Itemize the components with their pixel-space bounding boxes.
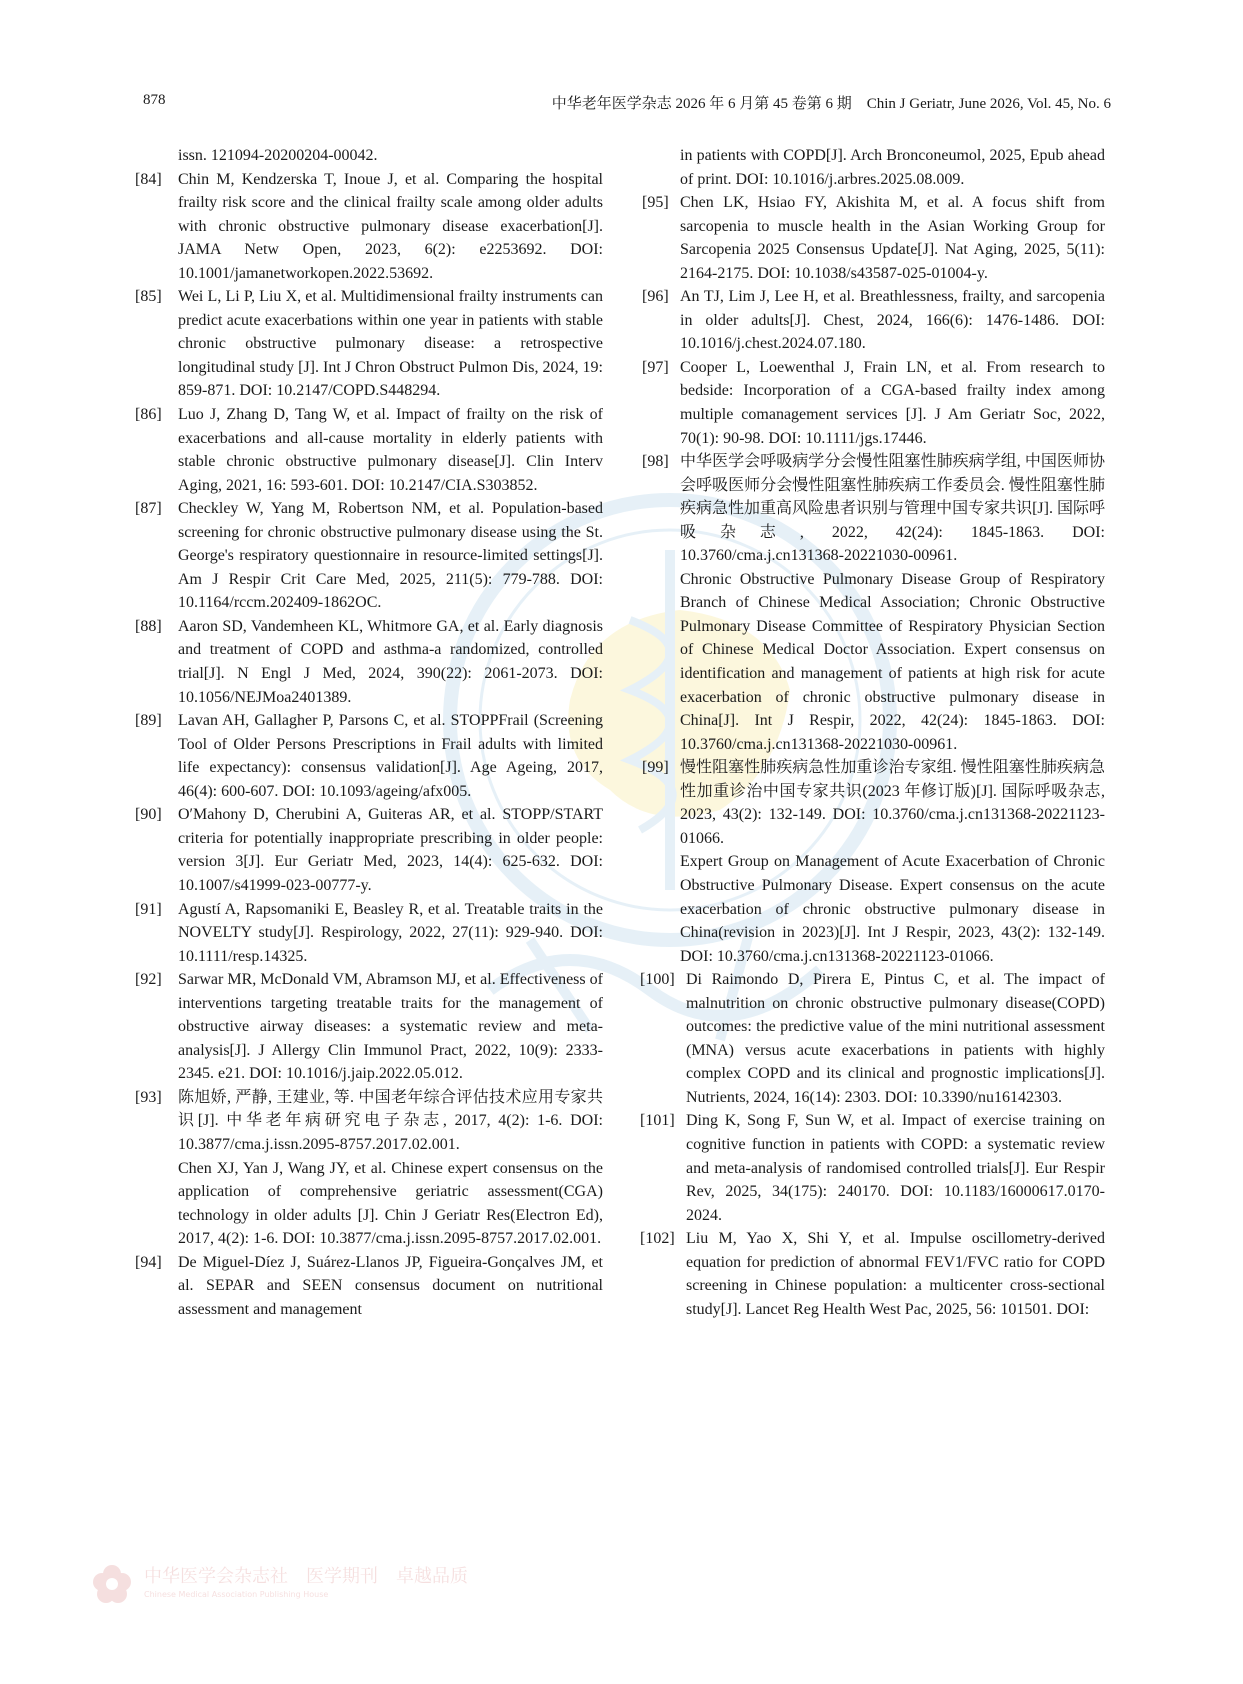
running-header <box>143 92 1111 116</box>
reference-number: [85] <box>135 288 162 306</box>
reference-number: [96] <box>642 288 669 306</box>
reference-translation: Chen XJ, Yan J, Wang JY, et al. Chinese expert consensus on the application of comprehensive geriatric assessment(CGA) technology in older adults [J]. Chin J Geriatr Res(Electron Ed), 2017, 4(2): 1-6. DOI: 10.3877/cma.j.issn.2095-8757.2017.02.001. <box>178 1159 603 1248</box>
ref-continuation: issn. 121094-20200204-00042. <box>178 147 378 164</box>
publisher-name-cn: 中华医学会杂志社 医学期刊 卓越品质 <box>144 1566 468 1587</box>
reference-number: [95] <box>642 194 669 212</box>
reference-number: [102] <box>640 1230 675 1248</box>
reference-text: 中华医学会呼吸病学分会慢性阻塞性肺疾病学组, 中国医师协会呼吸医师分会慢性阻塞性肺疾病工作委员会. 慢性阻塞性肺疾病急性加重高风险患者识别与管理中国专家共识[J]. 国际呼吸杂志, 2022, 42(24): 1845-1863. DOI: 10.3760/cma.j.cn131368-20221030-00961. <box>680 453 1105 565</box>
reference-item <box>135 803 603 897</box>
reference-number: [101] <box>640 1112 675 1130</box>
left-column <box>135 144 603 1321</box>
reference-item <box>135 285 603 403</box>
reference-number: [84] <box>135 170 162 188</box>
reference-number: [94] <box>135 1253 162 1271</box>
reference-number: [91] <box>135 900 162 918</box>
reference-number: [92] <box>135 971 162 989</box>
reference-item <box>642 285 1105 356</box>
reference-item <box>135 1251 603 1322</box>
journal-citation: 中华老年医学杂志 2026 年 6 月第 45 卷第 6 期 Chin J Geriatr, June 2026, Vol. 45, No. 6 <box>551 96 1111 112</box>
reference-text: Wei L, Li P, Liu X, et al. Multidimensional frailty instruments can predict acute exacerbations within one year in patients with stable chronic obstructive pulmonary disease: a retrospective longitudinal study [J]. Int J Chron Obstruct Pulmon Dis, 2024, 19: 859-871. DOI: 10.2147/COPD.S448294. <box>178 288 603 400</box>
reference-number: [87] <box>135 500 162 518</box>
reference-item <box>135 615 603 709</box>
reference-text: De Miguel-Díez J, Suárez-Llanos JP, Figueira-Gonçalves JM, et al. SEPAR and SEEN consensus document on nutritional assessment and management <box>178 1253 603 1318</box>
reference-text: Liu M, Yao X, Shi Y, et al. Impulse oscillometry-derived equation for prediction of abnormal FEV1/FVC ratio for COPD screening in Chinese population: a multicenter cross-sectional study[J]. Lancet Reg Health West Pac, 2025, 56: 101501. DOI: <box>686 1230 1105 1318</box>
reference-number: [88] <box>135 617 162 635</box>
reference-text: Di Raimondo D, Pirera E, Pintus C, et al. The impact of malnutrition on chronic obstructive pulmonary disease(COPD) outcomes: the predictive value of the mini nutritional assessment (MNA) versus acute exacerbations in patients with highly complex COPD and its clinical and prognostic implications[J]. Nutrients, 2024, 16(14): 2303. DOI: 10.3390/nu16142303. <box>686 971 1105 1106</box>
publisher-name-en: Chinese Medical Association Publishing House <box>144 1590 329 1599</box>
reference-text: Ding K, Song F, Sun W, et al. Impact of exercise training on cognitive function in patients with COPD: a systematic review and meta-analysis of randomised controlled trials[J]. Eur Respir Rev, 2025, 34(175): 240170. DOI: 10.1183/16000617.0170-2024. <box>686 1112 1105 1224</box>
reference-text: Aaron SD, Vandemheen KL, Whitmore GA, et al. Early diagnosis and treatment of COPD and asthma-a randomized, controlled trial[J]. N Engl J Med, 2024, 390(22): 2061-2073. DOI: 10.1056/NEJMoa2401389. <box>178 617 603 706</box>
reference-number: [100] <box>640 971 675 989</box>
reference-item <box>642 756 1105 968</box>
reference-item <box>135 1086 603 1251</box>
reference-text: 慢性阻塞性肺疾病急性加重诊治专家组. 慢性阻塞性肺疾病急性加重诊治中国专家共识(2023 年修订版)[J]. 国际呼吸杂志, 2023, 43(2): 132-149. DOI: 10.3760/cma.j.cn131368-20221123-01066. <box>680 759 1105 847</box>
reference-item <box>642 450 1105 756</box>
reference-text: Chin M, Kendzerska T, Inoue J, et al. Comparing the hospital frailty risk score and the clinical frailty scale among older adults with chronic obstructive pulmonary disease exacerbation[J]. JAMA Netw Open, 2023, 6(2): e2253692. DOI: 10.1001/jamanetworkopen.2022.53692. <box>178 170 603 282</box>
reference-text: O′Mahony D, Cherubini A, Guiteras AR, et al. STOPP/START criteria for potentially inappropriate prescribing in older people: version 3[J]. Eur Geriatr Med, 2023, 14(4): 625-632. DOI: 10.1007/s41999-023-00777-y. <box>178 806 603 894</box>
reference-text: Luo J, Zhang D, Tang W, et al. Impact of frailty on the risk of exacerbations and all-cause mortality in elderly patients with stable chronic obstructive pulmonary disease[J]. Clin Interv Aging, 2021, 16: 593-601. DOI: 10.2147/CIA.S303852. <box>178 406 603 494</box>
reference-item <box>135 968 603 1086</box>
reference-item <box>135 497 603 615</box>
ref-continuation: in patients with COPD[J]. Arch Bronconeumol, 2025, Epub ahead of print. DOI: 10.1016/j.arbres.2025.08.009. <box>680 147 1105 188</box>
reference-item <box>640 1227 1105 1321</box>
reference-item <box>135 709 603 803</box>
reference-text: An TJ, Lim J, Lee H, et al. Breathlessness, frailty, and sarcopenia in older adults[J]. Chest, 2024, 166(6): 1476-1486. DOI: 10.1016/j.chest.2024.07.180. <box>680 288 1105 353</box>
reference-translation: Chronic Obstructive Pulmonary Disease Group of Respiratory Branch of Chinese Medical Association; Chronic Obstructive Pulmonary Disease Committee of Respiratory Physician Section of Chinese Medical Doctor Association. Expert consensus on identification and management of patients at high risk for acute exacerbation of chronic obstructive pulmonary disease in China[J]. Int J Respir, 2022, 42(24): 1845-1863. DOI: 10.3760/cma.j.cn131368-20221030-00961. <box>680 570 1105 753</box>
reference-item <box>640 968 1105 1109</box>
reference-number: [86] <box>135 406 162 424</box>
right-column <box>640 144 1105 1321</box>
reference-item <box>135 168 603 286</box>
reference-translation: Expert Group on Management of Acute Exacerbation of Chronic Obstructive Pulmonary Disease. Expert consensus on the acute exacerbation of chronic obstructive pulmonary disease in China(revision in 2023)[J]. Int J Respir, 2023, 43(2): 132-149. DOI: 10.3760/cma.j.cn131368-20221123-01066. <box>680 853 1105 965</box>
reference-text: Agustí A, Rapsomaniki E, Beasley R, et al. Treatable traits in the NOVELTY study[J]. Respirology, 2022, 27(11): 929-940. DOI: 10.1111/resp.14325. <box>178 900 603 965</box>
reference-number: [89] <box>135 712 162 730</box>
page-number: 878 <box>143 92 166 108</box>
reference-text: 陈旭娇, 严静, 王建业, 等. 中国老年综合评估技术应用专家共识[J]. 中华老年病研究电子杂志, 2017, 4(2): 1-6. DOI: 10.3877/cma.j.issn.2095-8757.2017.02.001. <box>178 1088 603 1153</box>
reference-item <box>135 898 603 969</box>
reference-number: [97] <box>642 358 669 376</box>
publisher-logo <box>90 1556 560 1616</box>
reference-item <box>642 356 1105 450</box>
reference-text: Chen LK, Hsiao FY, Akishita M, et al. A focus shift from sarcopenia to muscle health in the Asian Working Group for Sarcopenia 2025 Consensus Update[J]. Nat Aging, 2025, 5(11): 2164-2175. DOI: 10.1038/s43587-025-01004-y. <box>680 194 1105 282</box>
reference-text: Cooper L, Loewenthal J, Frain LN, et al. From research to bedside: Incorporation of a CGA-based frailty index among multiple comanagement services [J]. J Am Geriatr Soc, 2022, 70(1): 90-98. DOI: 10.1111/jgs.17446. <box>680 358 1105 447</box>
reference-item <box>135 403 603 497</box>
reference-item <box>642 191 1105 285</box>
reference-number: [93] <box>135 1088 162 1106</box>
reference-number: [90] <box>135 806 162 824</box>
reference-number: [99] <box>642 759 669 777</box>
publisher-flower-logo-icon <box>90 1562 134 1606</box>
reference-text: Lavan AH, Gallagher P, Parsons C, et al. STOPPFrail (Screening Tool of Older Persons Prescriptions in Frail adults with limited life expectancy): consensus validation[J]. Age Ageing, 2017, 46(4): 600-607. DOI: 10.1093/ageing/afx005. <box>178 712 603 800</box>
reference-text: Sarwar MR, McDonald VM, Abramson MJ, et al. Effectiveness of interventions targeting treatable traits for the management of obstructive airway diseases: a systematic review and meta-analysis[J]. J Allergy Clin Immunol Pract, 2022, 10(9): 2333-2345. e21. DOI: 10.1016/j.jaip.2022.05.012. <box>178 971 603 1083</box>
reference-item <box>640 1109 1105 1227</box>
reference-text: Checkley W, Yang M, Robertson NM, et al. Population-based screening for chronic obstructive pulmonary disease using the St. George's respiratory questionnaire in resource-limited settings[J]. Am J Respir Crit Care Med, 2025, 211(5): 779-788. DOI: 10.1164/rccm.202409-1862OC. <box>178 500 603 612</box>
reference-number: [98] <box>642 453 669 471</box>
